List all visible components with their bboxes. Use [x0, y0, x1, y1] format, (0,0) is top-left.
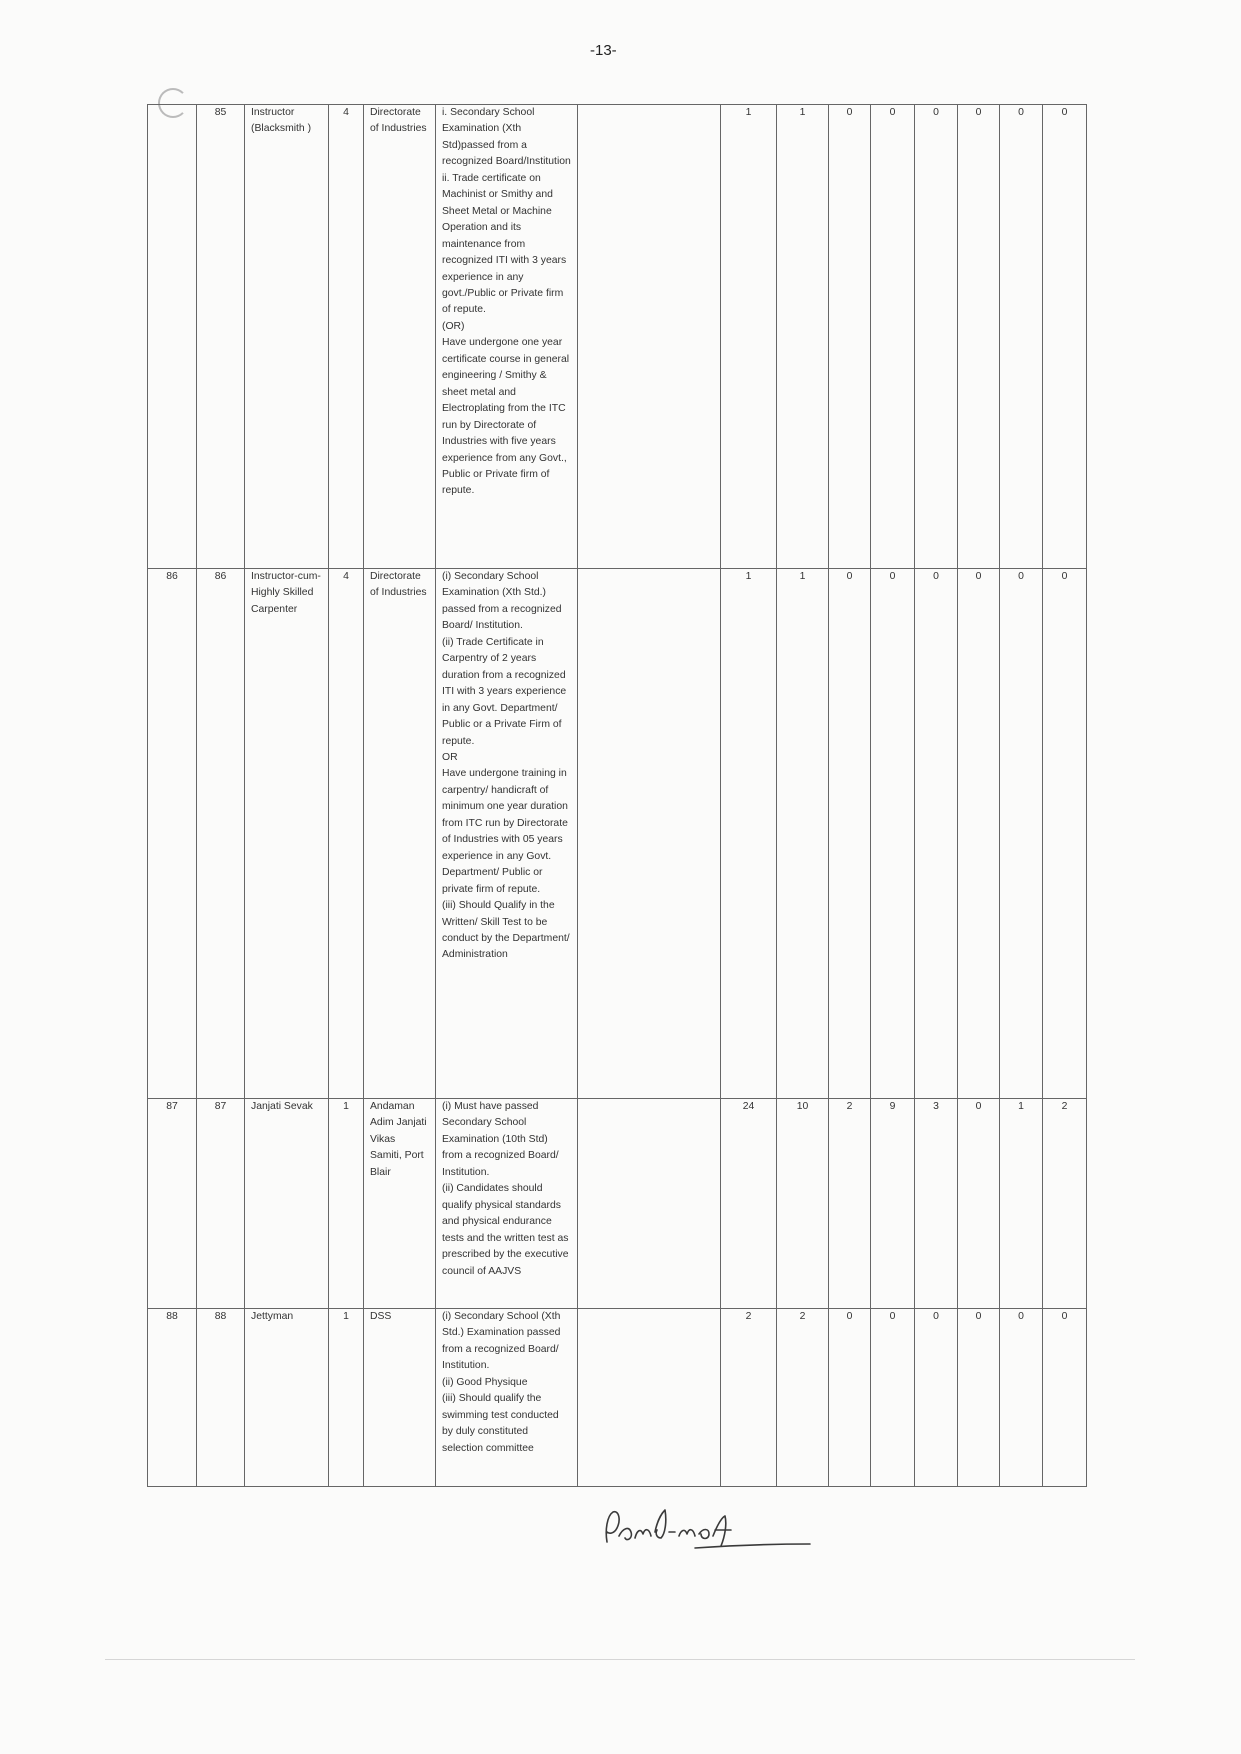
table-row — [148, 569, 1087, 1099]
group-cell: 4 — [329, 569, 364, 1099]
post-no-cell: 87 — [197, 1099, 245, 1309]
department-cell: DSS — [364, 1309, 436, 1487]
table-row — [148, 105, 1087, 569]
bottom-rule — [105, 1659, 1135, 1660]
remarks-cell — [578, 1309, 721, 1487]
department-cell: Directorate of Industries — [364, 569, 436, 1099]
vacancy-cell: 0 — [829, 1309, 871, 1487]
vacancy-cell: 9 — [871, 1099, 915, 1309]
group-cell: 1 — [329, 1099, 364, 1309]
group-cell: 1 — [329, 1309, 364, 1487]
vacancy-cell: 0 — [958, 1099, 1000, 1309]
vacancy-cell: 0 — [871, 569, 915, 1099]
qualification-cell: i. Secondary School Examination (Xth Std)passed from a recognized Board/Institution ii. Trade certificate on Machinist or Smithy and Sheet Metal or Machine Operation and its maintenance from recognized ITI with 3 years experience in any govt./Public or Private firm of repute. (OR) Have undergone one year certificate course in general engineering / Smithy & sheet metal and Electroplating from the ITC run by Directorate of Industries with five years experience from any Govt., Public or Private firm of repute. — [436, 105, 578, 569]
vacancy-cell: 0 — [829, 569, 871, 1099]
post-no-cell: 88 — [197, 1309, 245, 1487]
vacancy-cell: 2 — [1043, 1099, 1087, 1309]
sl-no-cell: 87 — [148, 1099, 197, 1309]
vacancy-cell: 1 — [721, 105, 777, 569]
post-no-cell: 85 — [197, 105, 245, 569]
vacancy-cell: 0 — [958, 569, 1000, 1099]
sl-no-cell — [148, 105, 197, 569]
sl-no-cell: 88 — [148, 1309, 197, 1487]
group-cell: 4 — [329, 105, 364, 569]
vacancy-cell: 0 — [1000, 1309, 1043, 1487]
post-name-cell: Instructor-cum-Highly Skilled Carpenter — [245, 569, 329, 1099]
vacancy-cell: 0 — [871, 1309, 915, 1487]
table-row — [148, 1099, 1087, 1309]
vacancy-cell: 0 — [871, 105, 915, 569]
vacancy-cell: 10 — [777, 1099, 829, 1309]
vacancy-cell: 3 — [915, 1099, 958, 1309]
post-name-cell: Instructor (Blacksmith ) — [245, 105, 329, 569]
vacancy-cell: 0 — [1043, 569, 1087, 1099]
remarks-cell — [578, 105, 721, 569]
vacancy-cell: 1 — [1000, 1099, 1043, 1309]
vacancy-cell: 0 — [958, 1309, 1000, 1487]
vacancy-cell: 0 — [958, 105, 1000, 569]
qualification-cell: (i) Must have passed Secondary School Examination (10th Std) from a recognized Board/ Institution. (ii) Candidates should qualify physical standards and physical endurance tests and the written test as prescribed by the executive council of AAJVS — [436, 1099, 578, 1309]
signature-drawing — [595, 1502, 815, 1562]
vacancy-cell: 1 — [721, 569, 777, 1099]
vacancy-cell: 24 — [721, 1099, 777, 1309]
qualification-cell: (i) Secondary School (Xth Std.) Examination passed from a recognized Board/ Institution. (ii) Good Physique (iii) Should qualify the swimming test conducted by duly constituted selection committee — [436, 1309, 578, 1487]
remarks-cell — [578, 1099, 721, 1309]
vacancy-cell: 1 — [777, 569, 829, 1099]
vacancy-cell: 1 — [777, 105, 829, 569]
vacancy-cell: 0 — [1043, 105, 1087, 569]
vacancy-cell: 0 — [1043, 1309, 1087, 1487]
vacancy-cell: 0 — [915, 569, 958, 1099]
vacancy-cell: 0 — [829, 105, 871, 569]
sl-no-cell: 86 — [148, 569, 197, 1099]
vacancy-cell: 2 — [777, 1309, 829, 1487]
vacancy-cell: 0 — [915, 1309, 958, 1487]
vacancy-cell: 0 — [915, 105, 958, 569]
signature — [595, 1502, 815, 1567]
post-name-cell: Janjati Sevak — [245, 1099, 329, 1309]
vacancy-cell: 2 — [721, 1309, 777, 1487]
page-number: -13- — [590, 42, 617, 59]
vacancy-cell: 0 — [1000, 569, 1043, 1099]
post-name-cell: Jettyman — [245, 1309, 329, 1487]
qualification-cell: (i) Secondary School Examination (Xth Std.) passed from a recognized Board/ Institution. (ii) Trade Certificate in Carpentry of 2 years duration from a recognized ITI with 3 years experience in any Govt. Department/ Public or a Private Firm of repute. OR Have undergone training in carpentry/ handicraft of minimum one year duration from ITC run by Directorate of Industries with 05 years experience in any Govt. Department/ Public or private firm of repute. (iii) Should Qualify in the Written/ Skill Test to be conduct by the Department/ Administration — [436, 569, 578, 1099]
vacancy-cell: 0 — [1000, 105, 1043, 569]
post-no-cell: 86 — [197, 569, 245, 1099]
remarks-cell — [578, 569, 721, 1099]
table-row — [148, 1309, 1087, 1487]
vacancy-cell: 2 — [829, 1099, 871, 1309]
posts-table — [147, 104, 1087, 1487]
department-cell: Andaman Adim Janjati Vikas Samiti, Port Blair — [364, 1099, 436, 1309]
department-cell: Directorate of Industries — [364, 105, 436, 569]
